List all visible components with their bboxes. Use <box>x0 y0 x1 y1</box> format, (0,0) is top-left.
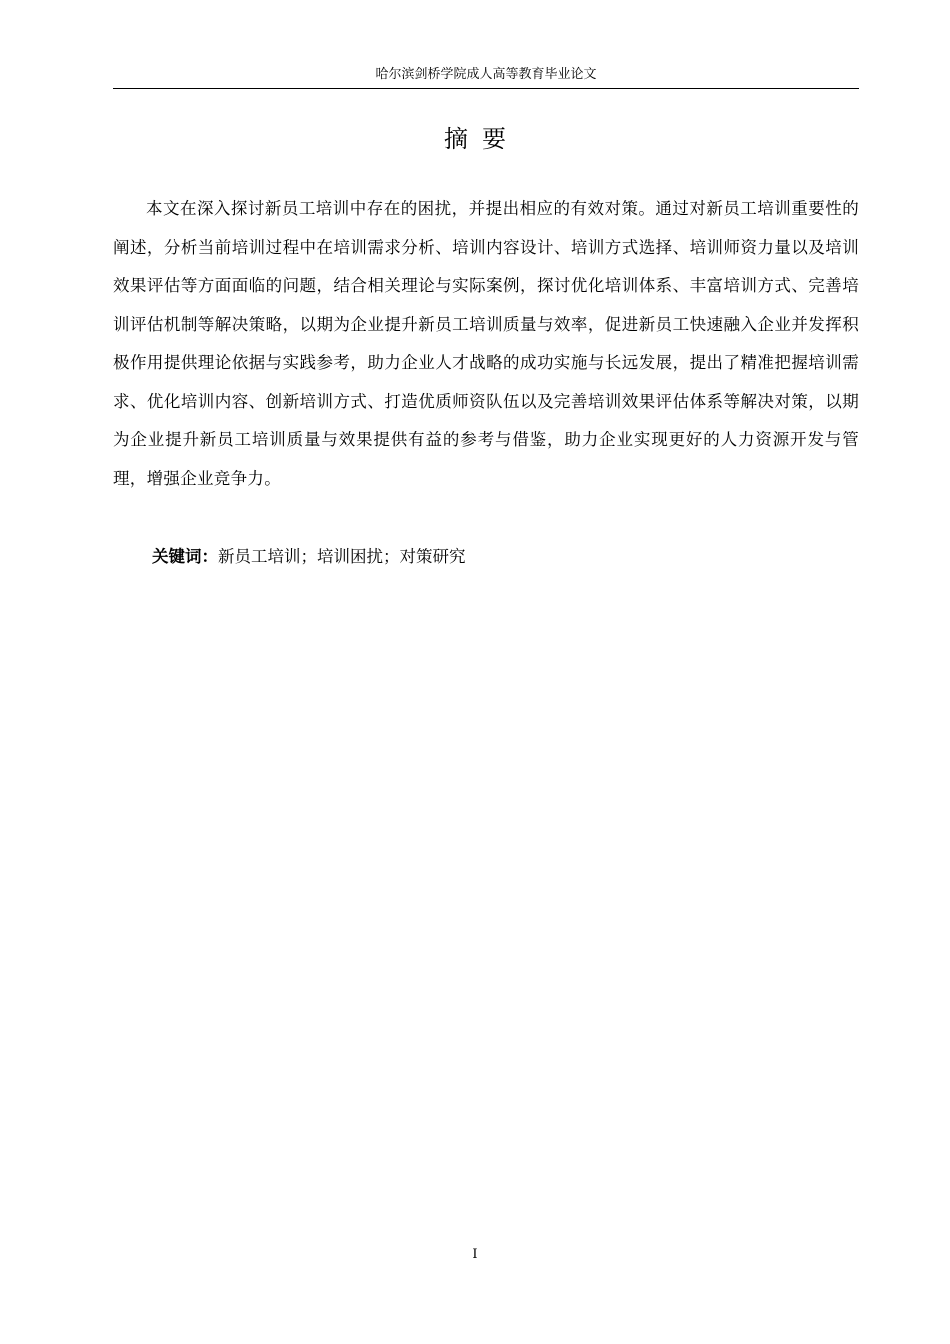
keywords-value: 新员工培训；培训困扰；对策研究 <box>218 547 466 566</box>
keywords-label: 关键词： <box>152 547 218 566</box>
page-title: 摘要 <box>444 125 520 153</box>
running-header: 哈尔滨剑桥学院成人高等教育毕业论文 <box>113 64 859 89</box>
page-number: I <box>472 1247 478 1262</box>
abstract-paragraph: 本文在深入探讨新员工培训中存在的困扰，并提出相应的有效对策。通过对新员工培训重要性的阐述，分析当前培训过程中在培训需求分析、培训内容设计、培训方式选择、培训师资力量以及培训效果评估等方面面临的问题，结合相关理论与实际案例，探讨优化培训体系、丰富培训方式、完善培训评估机制等解决策略，以期为企业提升新员工培训质量与效率，促进新员工快速融入企业并发挥积极作用提供理论依据与实践参考，助力企业人才战略的成功实施与长远发展，提出了精准把握培训需求、优化培训内容、创新培训方式、打造优质师资队伍以及完善培训效果评估体系等解决对策，以期为企业提升新员工培训质量与效果提供有益的参考与借鉴，助力企业实现更好的人力资源开发与管理，增强企业竞争力。 <box>113 199 859 488</box>
keywords-line <box>152 540 466 574</box>
